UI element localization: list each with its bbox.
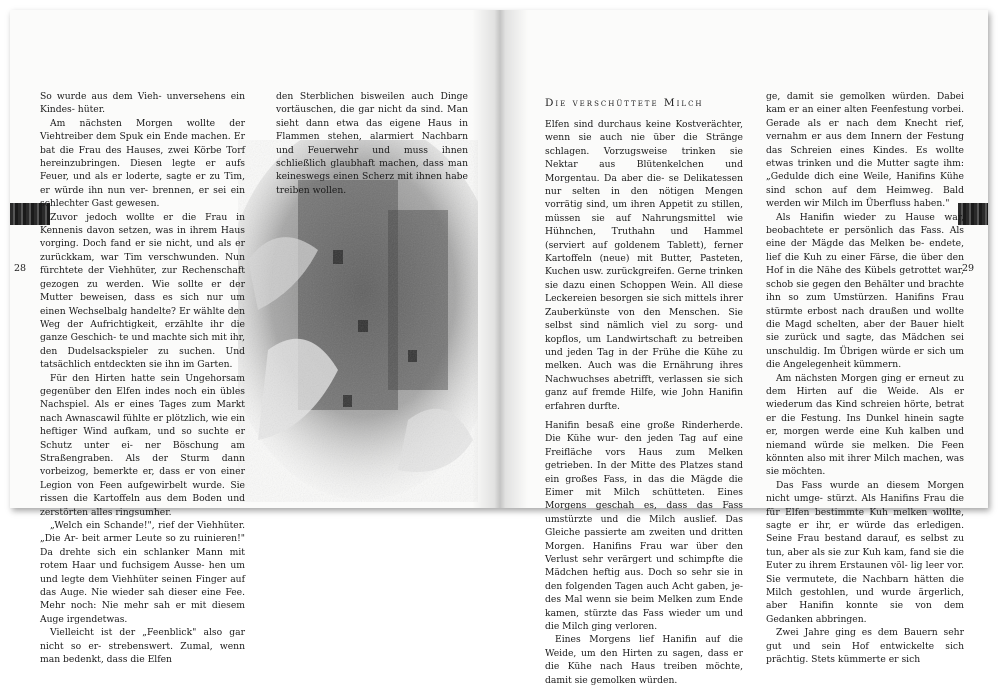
- paragraph: Eines Morgens lief Hanifin auf die Weide, um den Hirten zu sagen, dass er die Kühe nach Haus treiben möchte, damit sie gemolken würden.: [545, 634, 743, 686]
- page-number-left: 28: [14, 263, 27, 274]
- paragraph: Elfen sind durchaus keine Kostverächter, wenn sie auch nie über die Stränge schlagen. Vorzugsweise trinken sie Nektar aus Blütenkelchen und Morgentau. Da aber die- se Delikatessen nur selten in den nötigen Mengen vorrätig sind, um ihren Appetit zu stillen, müssen sie auf Nahrungsmittel wie Hühnchen, Truthahn und Hammel (serviert auf goldenem Tablett), ferner Kartoffeln (neue) mit Butter, Pasteten, Kuchen usw. zurückgreifen. Gerne trinken sie dazu einen Schoppen Wein. All diese Leckereien besorgen sie sich mittels ihrer Zauberkünste von den Menschen. Sie selbst sind nämlich viel zu sorg- und kopflos, um Landwirtschaft zu betreiben und jeden Tag in der Frühe die Kühe zu melken. Auch was die Ernährung ihres Nachwuchses abetrifft, verlassen sie sich ganz auf fremde Hilfe, wie John Hanifin erfahren durfte.: [545, 119, 743, 412]
- paragraph: Am nächsten Morgen ging er erneut zu dem Hirten auf die Weide. Als er wiederum das Kind schreien hörte, betrat er die Festung. Ins Dunkel hinein sagte er, morgen werde eine Kuh kalben und niemand würde sie melken. Die Feen könnten also mit ihrer Milch machen, was sie möchten.: [766, 372, 964, 478]
- paragraph: den Sterblichen bisweilen auch Dinge vortäuschen, die gar nicht da sind. Man sieht dann etwa das eigene Haus in Flammen stehen, alarmiert Nachbarn und Feuerwehr und muss ihnen schließlich glaubhaft machen, dass man keineswegs einen Scherz mit ihnen habe treiben wollen.: [276, 91, 468, 196]
- paragraph: Am nächsten Morgen wollte der Viehtreiber dem Spuk ein Ende machen. Er bat die Frau des Hauses, zwei Körbe Torf hereinzubringen. Diesen legte er aufs Feuer, und als er loderte, sagte er zu Tim, er würde ihn nun ver- brennen, er sei ein schlechter Gast gewesen.: [40, 117, 245, 210]
- right-column-2: [766, 90, 964, 666]
- paragraph: Als Hanifin wieder zu Hause war, beobachtete er persönlich das Fass. Als eine der Mägde das Melken be- endete, lief die Kuh zu einer Färse, die über den Hof in die Nähe des Kübels getrottet war, schob sie gegen den Behälter und brachte ihn so zum Umstürzen. Hanifins Frau stürmte erbost nach draußen und wollte die Magd schelten, aber der Bauer hielt sie zurück und sagte, das Mädchen sei unschuldig. Im Übrigen würde er sich um die Angelegenheit kümmern.: [766, 211, 964, 371]
- left-column-2: [276, 90, 468, 197]
- paragraph: „Welch ein Schande!", rief der Viehhüter. „Die Ar- beit armer Leute so zu ruinieren!" Da drehte sich ein schlanker Mann mit rotem Haar und fuchsigem Ausse- hen um und legte dem Viehhüter seinen Finger auf das Auge. Nie wieder sah dieser eine Fee. Mehr noch: Nie mehr sah er mit diesem Auge irgendetwas.: [40, 520, 245, 625]
- left-column-1: [40, 90, 245, 666]
- paragraph: Hanifin besaß eine große Rinderherde. Die Kühe wur- den jeden Tag auf eine Freifläche vors Haus zum Melken getrieben. In der Mitte des Platzes stand ein großes Fass, in das die Mägde die Eimer mit Milch schütteten. Eines Morgens geschah es, dass das Fass umstürzte und die Milch auslief. Das Gleiche passierte am zweiten und dritten Morgen. Hanifins Frau war über den Verlust sehr verärgert und schimpfte die Mädchen heftig aus. Doch so sehr sie in den folgenden Tagen auch Acht gaben, je- des Mal wenn sie beim Melken zum Ende kamen, stürzte das Fass wieder um und die Milch ging verloren.: [545, 419, 743, 633]
- right-column-1: [545, 118, 743, 687]
- paragraph: Das Fass wurde an diesem Morgen nicht umge- stürzt. Als Hanifins Frau die für Elfen bestimmte Kuh melken wollte, sagte er ihr, er würde das erledigen. Seine Frau bestand darauf, es selbst zu tun, aber als sie zur Kuh kam, fand sie die Euter zu ihrem Erstaunen völ- lig leer vor. Sie vermutete, die Nachbarn hätten die Milch gestohlen, und wurde ärgerlich, aber Hanifin konnte sie von dem Gedanken abbringen.: [766, 479, 964, 625]
- page-number-right: 29: [962, 263, 975, 274]
- paragraph: Zuvor jedoch wollte er die Frau in Kennenis davon setzen, was in ihrem Haus vorging. Doch fand er sie nicht, und als er zurückkam, war Tim verschwunden. Nun fürchtete der Viehhüter, zur Rechenschaft gezogen zu werden. Wie sollte er der Mutter beweisen, dass es sich nur um einen Wechselbalg handelte? Er wählte den Weg der Aufrichtigkeit, erzählte ihr die ganze Geschich- te und machte sich mit ihr, den Dudelsackspieler zu suchen. Und tatsächlich entdeckten sie ihn im Garten.: [40, 211, 245, 371]
- paragraph: Für den Hirten hatte sein Ungehorsam gegenüber den Elfen indes noch ein übles Nachspiel. Als er eines Tages zum Markt nach Awnascawil fühlte er plötzlich, wie ein heftiger Wind aufkam, und so suchte er Schutz unter ei- ner Böschung am Straßengraben. Als der Sturm dann vorbeizog, bemerkte er, dass er von einer Legion von Feen aufgewirbelt wurde. Sie rissen die Kartoffeln aus dem Boden und zerstörten alles ringsumher.: [40, 372, 245, 518]
- book-gutter: [472, 10, 528, 508]
- chapter-title: Die verschüttete Milch: [545, 97, 704, 109]
- paragraph: Vielleicht ist der „Feenblick" also gar nicht so er- strebenswert. Zumal, wenn man bedenkt, dass die Elfen: [40, 627, 245, 666]
- paragraph: ge, damit sie gemolken würden. Dabei kam er an einer alten Feenfestung vorbei. Gerade als er nach dem Knecht rief, vernahm er aus dem Innern der Festung das Schreien eines Kindes. Es wollte etwas trinken und die Mutter sagte ihm: „Gedulde dich eine Weile, Hanifins Kühe sind schon auf dem Heimweg. Bald werden wir Milch im Überfluss haben.": [766, 91, 964, 210]
- paragraph: Zwei Jahre ging es dem Bauern sehr gut und sein Hof entwickelte sich prächtig. Stets kümmerte er sich: [766, 627, 964, 666]
- paragraph: So wurde aus dem Vieh- unversehens ein Kindes- hüter.: [40, 91, 245, 116]
